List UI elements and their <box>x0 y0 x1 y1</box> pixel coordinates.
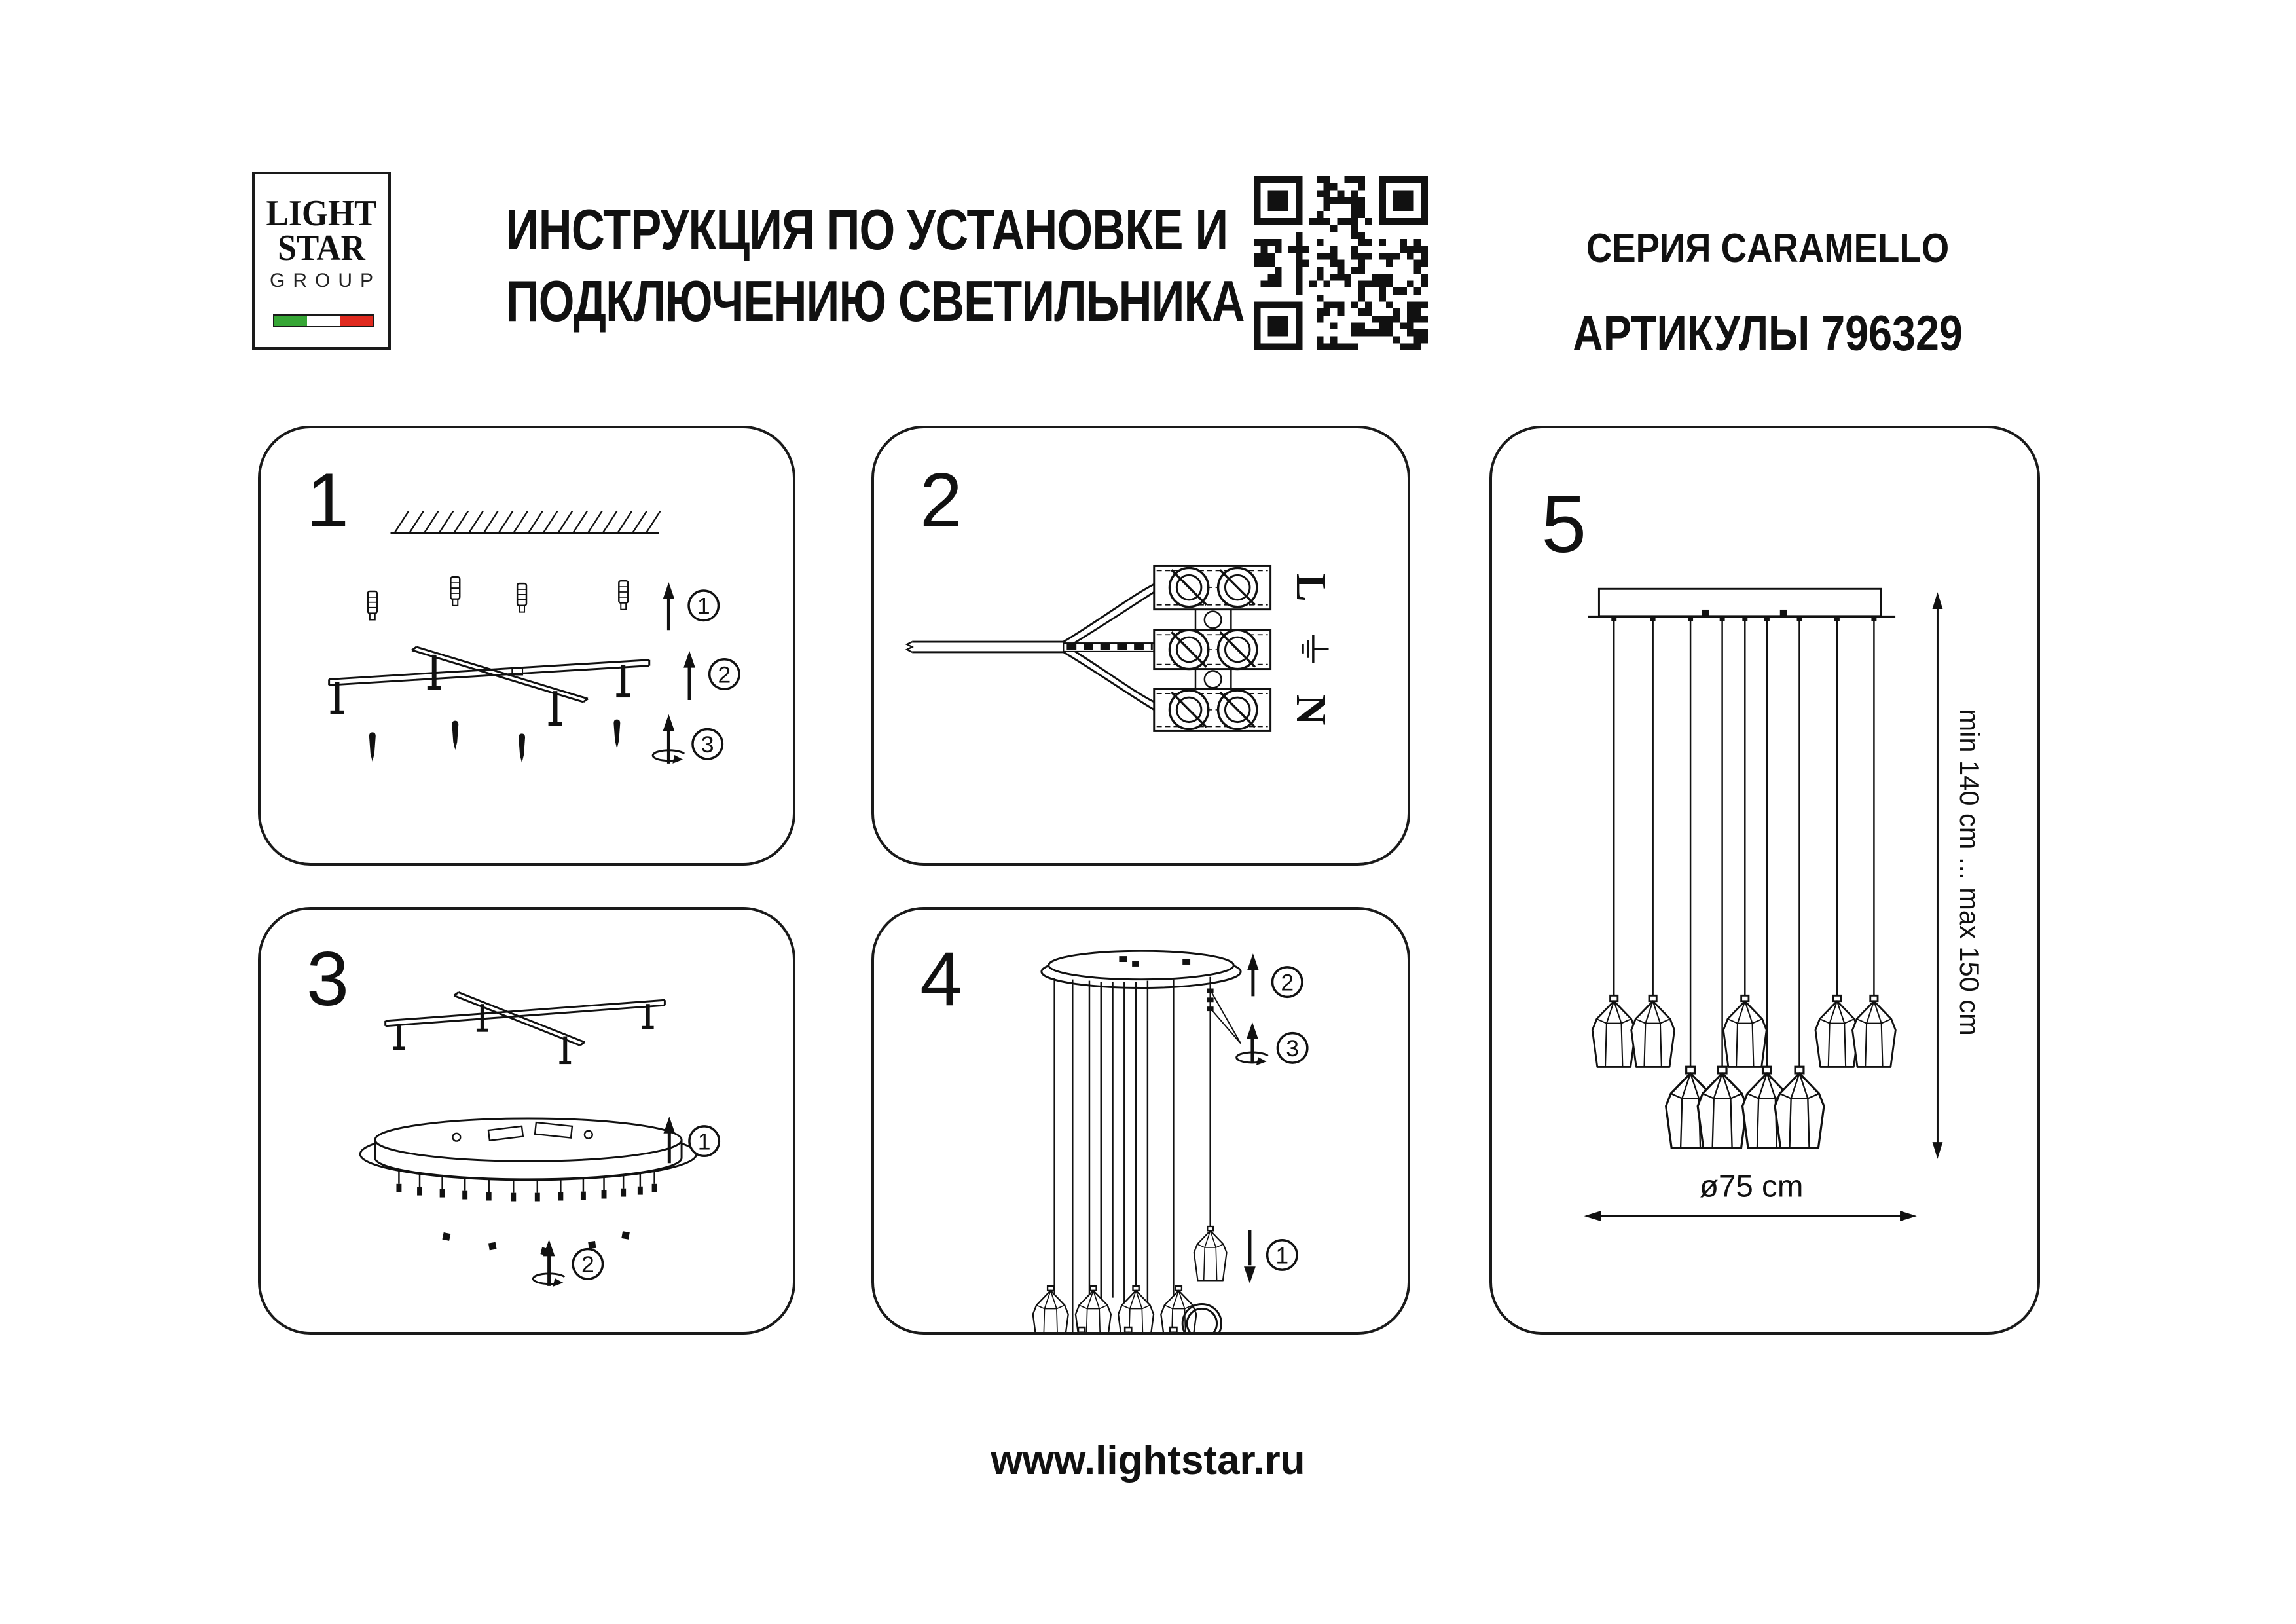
callout-2: 2 <box>1281 969 1294 996</box>
ceiling-hatch-icon <box>391 511 661 533</box>
logo-word-group: GROUP <box>269 270 381 292</box>
shade-cluster-front <box>1062 1327 1193 1332</box>
shade-cluster-back <box>1033 1286 1197 1332</box>
step-1-diagram <box>261 428 793 863</box>
ceiling-bar-icon <box>1588 589 1895 617</box>
suspension-cords <box>1614 617 1874 998</box>
step-arrow-up-2 <box>1247 953 1259 996</box>
panel-number: 3 <box>306 936 349 1022</box>
canopy-ring <box>360 1118 697 1180</box>
italian-flag-icon <box>273 314 374 327</box>
panel-number: 1 <box>306 457 349 544</box>
label-neutral: N <box>1286 694 1334 726</box>
series-label: СЕРИЯ CARAMELLO <box>1586 226 1950 271</box>
leader-lines <box>1212 992 1241 1043</box>
height-range-label: min 140 cm ... max 150 cm <box>1954 709 1986 1036</box>
callout-3: 3 <box>1286 1035 1300 1062</box>
article-number: АРТИКУЛЫ 796329 <box>1573 306 1963 361</box>
shade-row-front <box>1666 1067 1824 1148</box>
callout-1: 1 <box>1275 1242 1289 1269</box>
step-panel-3 <box>258 907 795 1335</box>
cord-caps <box>1611 617 1876 621</box>
step-3-diagram <box>261 910 793 1332</box>
step-2-diagram <box>874 428 1408 863</box>
screw-icons <box>369 720 620 763</box>
label-live: L <box>1286 573 1334 602</box>
step-arrow-up-2 <box>683 651 695 700</box>
height-dimension <box>1933 592 1986 1159</box>
earth-symbol-icon <box>1303 635 1329 663</box>
website-url: www.lightstar.ru <box>991 1438 1305 1483</box>
qr-code-icon <box>1254 176 1428 350</box>
callout-1: 1 <box>697 593 710 619</box>
wire-live <box>1063 583 1155 650</box>
step-arrow-screw-3 <box>1237 1022 1268 1065</box>
title-line-2: ПОДКЛЮЧЕНИЮ СВЕТИЛЬНИКА <box>506 268 1245 334</box>
panel-number: 5 <box>1541 479 1587 570</box>
page-title <box>506 194 1245 337</box>
callout-1: 1 <box>697 1128 711 1155</box>
cross-bracket-icon <box>386 992 665 1064</box>
callout-3: 3 <box>701 731 714 758</box>
step-arrow-down-1 <box>1244 1230 1256 1283</box>
lightstar-logo <box>252 172 391 350</box>
step-arrow-screw-3 <box>653 714 684 764</box>
step-4-diagram <box>874 910 1408 1332</box>
step-panel-2 <box>871 426 1410 866</box>
diameter-label: ø75 cm <box>1699 1169 1804 1204</box>
title-line-1: ИНСТРУКЦИЯ ПО УСТАНОВКЕ И <box>506 197 1228 262</box>
shade-row-upper <box>1592 995 1895 1067</box>
wire-neutral <box>1063 644 1155 710</box>
cross-bracket-icon <box>329 647 649 726</box>
step-panel-1 <box>258 426 795 866</box>
step-panel-5 <box>1489 426 2040 1335</box>
panel-number: 2 <box>920 457 962 544</box>
diameter-dimension <box>1584 1169 1917 1221</box>
wall-anchor-icons <box>368 577 628 619</box>
suspension-cords <box>1055 977 1211 1332</box>
step-panel-4 <box>871 907 1410 1335</box>
cord-grip-marks <box>1207 989 1214 1012</box>
step-5-diagram <box>1492 428 2037 1332</box>
callout-2: 2 <box>718 661 731 688</box>
cord-grip-icons <box>396 1171 657 1256</box>
panel-number: 4 <box>920 936 963 1022</box>
logo-word-star: STAR <box>278 228 365 269</box>
mains-cable-icon <box>907 642 1063 652</box>
wire-earth-striped <box>1063 643 1155 652</box>
logo-word-light: LIGHT <box>266 193 377 234</box>
step-arrow-screw-2 <box>533 1240 564 1287</box>
callout-2: 2 <box>581 1251 594 1278</box>
step-arrow-up-1 <box>663 582 674 630</box>
raised-shade <box>1194 1227 1227 1280</box>
